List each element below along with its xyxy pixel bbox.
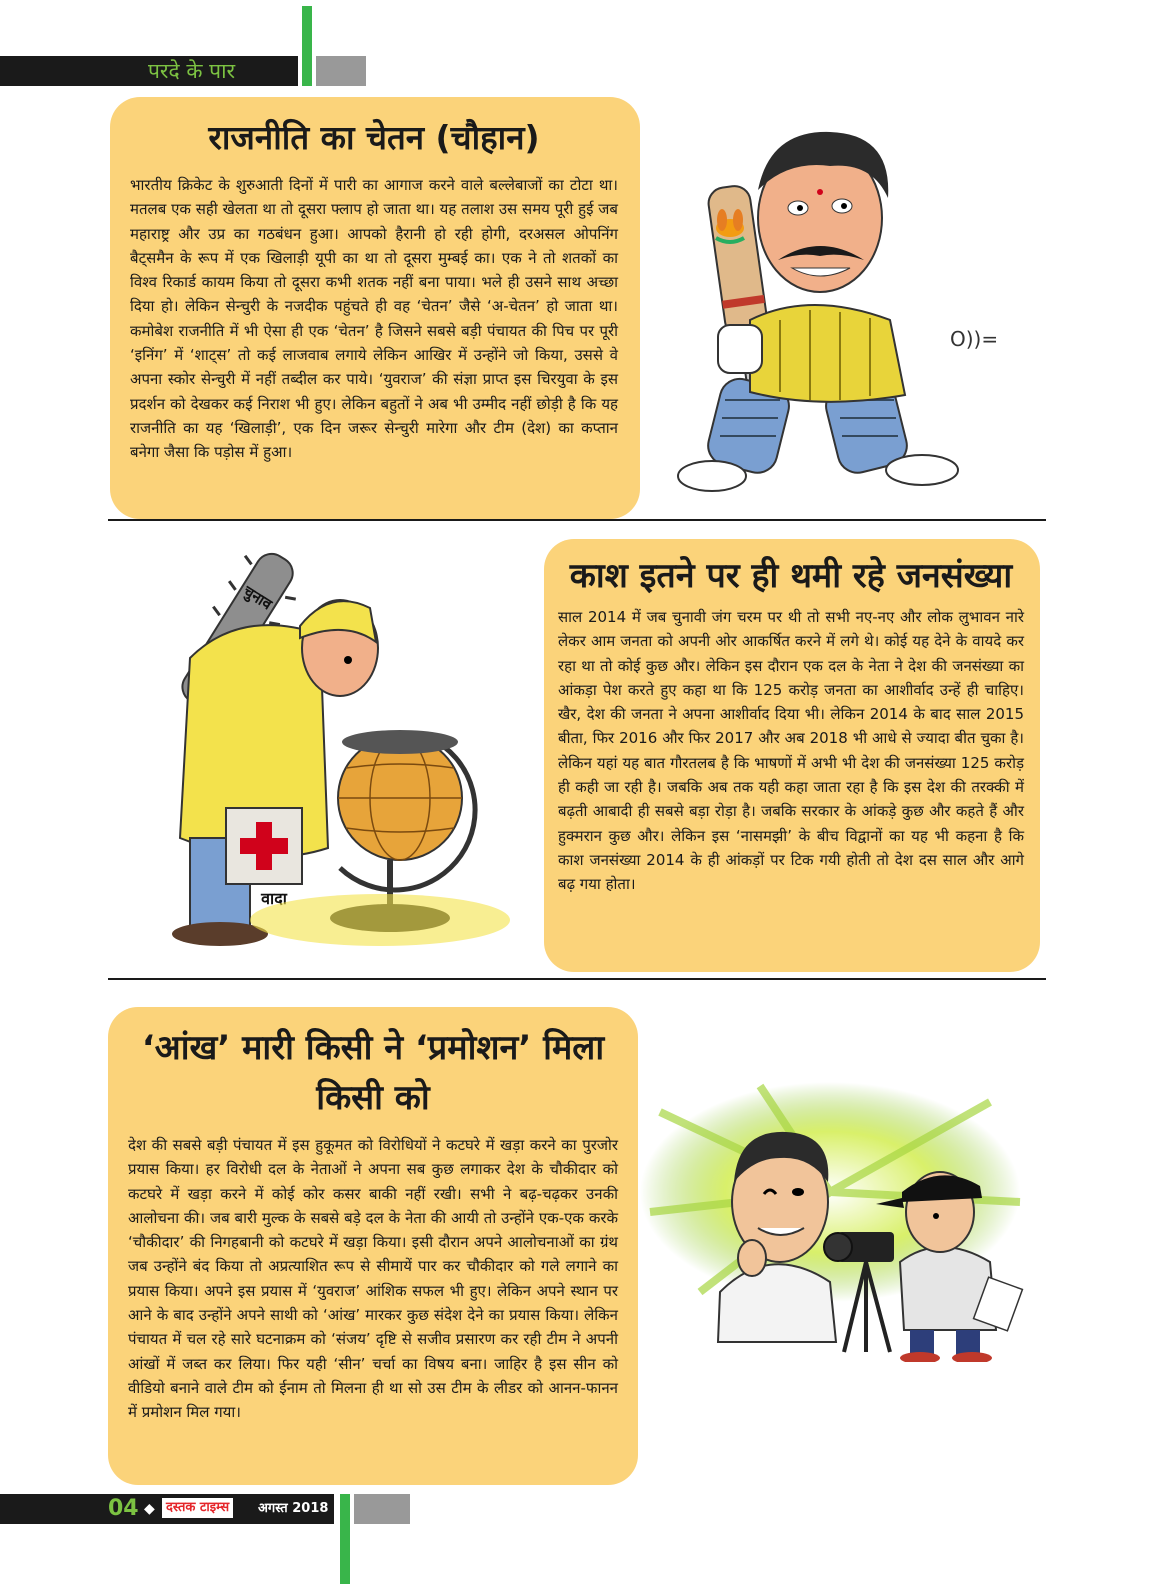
footer-accent-grey [354,1494,410,1524]
article-3-box [108,1007,638,1485]
article-3-title: ‘आंख’ मारी किसी ने ‘प्रमोशन’ मिला किसी को [141,1028,605,1118]
article-1-title: राजनीति का चेतन (चौहान) [208,118,540,157]
magazine-name: दस्तक टाइम्स [162,1498,233,1518]
divider-rule-1 [108,519,1046,521]
page-number: 04 [108,1496,139,1521]
issue-date: अगस्त 2018 [258,1501,329,1516]
footer-bullet: ◆ [144,1501,155,1517]
article-2-body: साल 2014 में जब चुनावी जंग चरम पर थी तो सभी नए-नए और लोक लुभावन नारे लेकर आम जनता को अपनी ओर आकर्षित करने में लगे थे। कोई यह देने के वायदे कर रहा था तो कोई कुछ और। लेकिन इस दौरान एक दल के नेता ने देश की जनसंख्या का आंकड़ा पेश करते हुए कहा था कि 125 करोड़ जनता का आशीर्वाद उन्हें ही चाहिए। खैर, देश की जनता ने अपना आशीर्वाद दिया भी। लेकिन 2014 के बाद साल 2015 बीता, फिर 2016 और फिर 2017 और अब 2018 भी आधे से ज्यादा बीत चुका है। लेकिन यहां यह बात गौरतलब है कि भाषणों में अभी भी देश की जनसंख्या 125 करोड़ ही कही जा रही है। जबकि अब तक यही कहा जाता रहा है कि इस देश की तरक्की में बढ़ती आबादी ही सबसे बड़ा रोड़ा है। जबकि सरकार के आंकड़े कुछ और कहते हैं और हुक्मरान कुछ और। लेकिन इस ‘नासमझी’ के बीच विद्वानों का यह भी कहना है कि काश जनसंख्या 2014 के ही आंकड़ों पर टिक गयी होती तो देश दस साल और आगे बढ़ गया होता। [558,608,1024,894]
cricketer-cartoon [660,120,1040,510]
article-2-title: काश इतने पर ही थमी रहे जनसंख्या [569,556,1013,596]
footer-accent-green [340,1494,350,1584]
header-accent-green [302,6,312,86]
divider-rule-2 [108,978,1046,980]
section-label: परदे के पार [148,59,236,83]
header-accent-grey [316,56,366,86]
club-label: चुनाव [240,582,276,614]
article-1-body: भारतीय क्रिकेट के शुरुआती दिनों में पारी का आगाज करने वाले बल्लेबाजों का टोटा था। मतलब एक सही खेलता था तो दूसरा फ्लाप हो जाता था। यह तलाश उस समय पूरी हुई जब महाराष्ट्र और उप्र का गठबंधन हुआ। आपको हैरानी हो रही होगी, दरअसल ओपनिंग बैट्समैन के रूप में एक खिलाड़ी यूपी का था तो दूसरा मुम्बई का। एक ने तो शतकों का विश्व रिकार्ड कायम किया तो दूसरा कभी शतक नहीं बना पाया। भले ही उसने साथ अच्छा दिया हो। लेकिन सेन्चुरी के नजदीक पहुंचते ही वह ‘चेतन’ जैसे ‘अ-चेतन’ हो जाता था। कमोबेश राजनीति में भी ऐसा ही एक ‘चेतन’ है जिसने सबसे बड़ी पंचायत की पिच पर पूरी ‘इनिंग’ में ‘शाट्स’ तो कई लाजवाब लगाये लेकिन आखिर में उन्होंने जो किया, उससे वे अपना स्कोर सेन्चुरी में नहीं तब्दील कर पाये। ‘युवराज’ की संज्ञा प्राप्त इस चिरयुवा के इस प्रदर्शन को देखकर कई निराश भी हुए। लेकिन बहुतों ने अब भी उम्मीद नहीं छोड़ी है कि यह राजनीति का यह ‘खिलाड़ी’, एक दिन जरूर सेन्चुरी मारेगा और टीम (देश) का कप्तान बनेगा जैसा कि पड़ोस में हुआ। [130,176,618,462]
kit-label: वादा [261,889,287,908]
article-3-body: देश की सबसे बड़ी पंचायत में इस हुकूमत को विरोधियों ने कटघरे में खड़ा करने का पुरजोर प्रयास किया। हर विरोधी दल के नेताओं ने अपना सब कुछ लगाकर देश के चौकीदार को कटघरे में खड़ा करने में कोई कोर कसर बाकी नहीं रखी। सभी ने बढ़-चढ़कर उनकी आलोचना की। जब बारी मुल्क के सबसे बड़े दल के नेता की आयी तो उन्होंने एक-एक करके ‘चौकीदार’ की निगहबानी को कटघरे में खड़ा किया। इसी दौरान अपने आलोचनाओं का ग्रंथ जब उन्होंने बंद किया तो अप्रत्याशित रूप से सीमायें पार कर चौकीदार को गले लगाने का प्रयास किया। अपने इस प्रयास में ‘युवराज’ आंशिक सफल भी हुए। लेकिन अपने स्थान पर आने के बाद उन्होंने अपने साथी को ‘आंख’ मारकर कुछ संदेश देने का प्रयास किया। लेकिन पंचायत में चल रहे सारे घटनाक्रम को ‘संजय’ दृष्टि से सजीव प्रसारण कर रही टीम ने अपनी आंखों में जब्त कर लिया। फिर यही ‘सीन’ चर्चा का विषय बना। जाहिर है इस सीन को वीडियो बनाने वाले टीम को ईनाम तो मिलना ही था सो उस टीम के लीडर को आनन-फानन में प्रमोशन मिल गया। [128,1136,618,1422]
artist-signature: O))= [950,327,999,351]
population-cartoon [150,538,530,958]
article-1-box [110,97,640,519]
camera-cartoon [640,1082,1040,1362]
article-2-box [544,539,1040,972]
